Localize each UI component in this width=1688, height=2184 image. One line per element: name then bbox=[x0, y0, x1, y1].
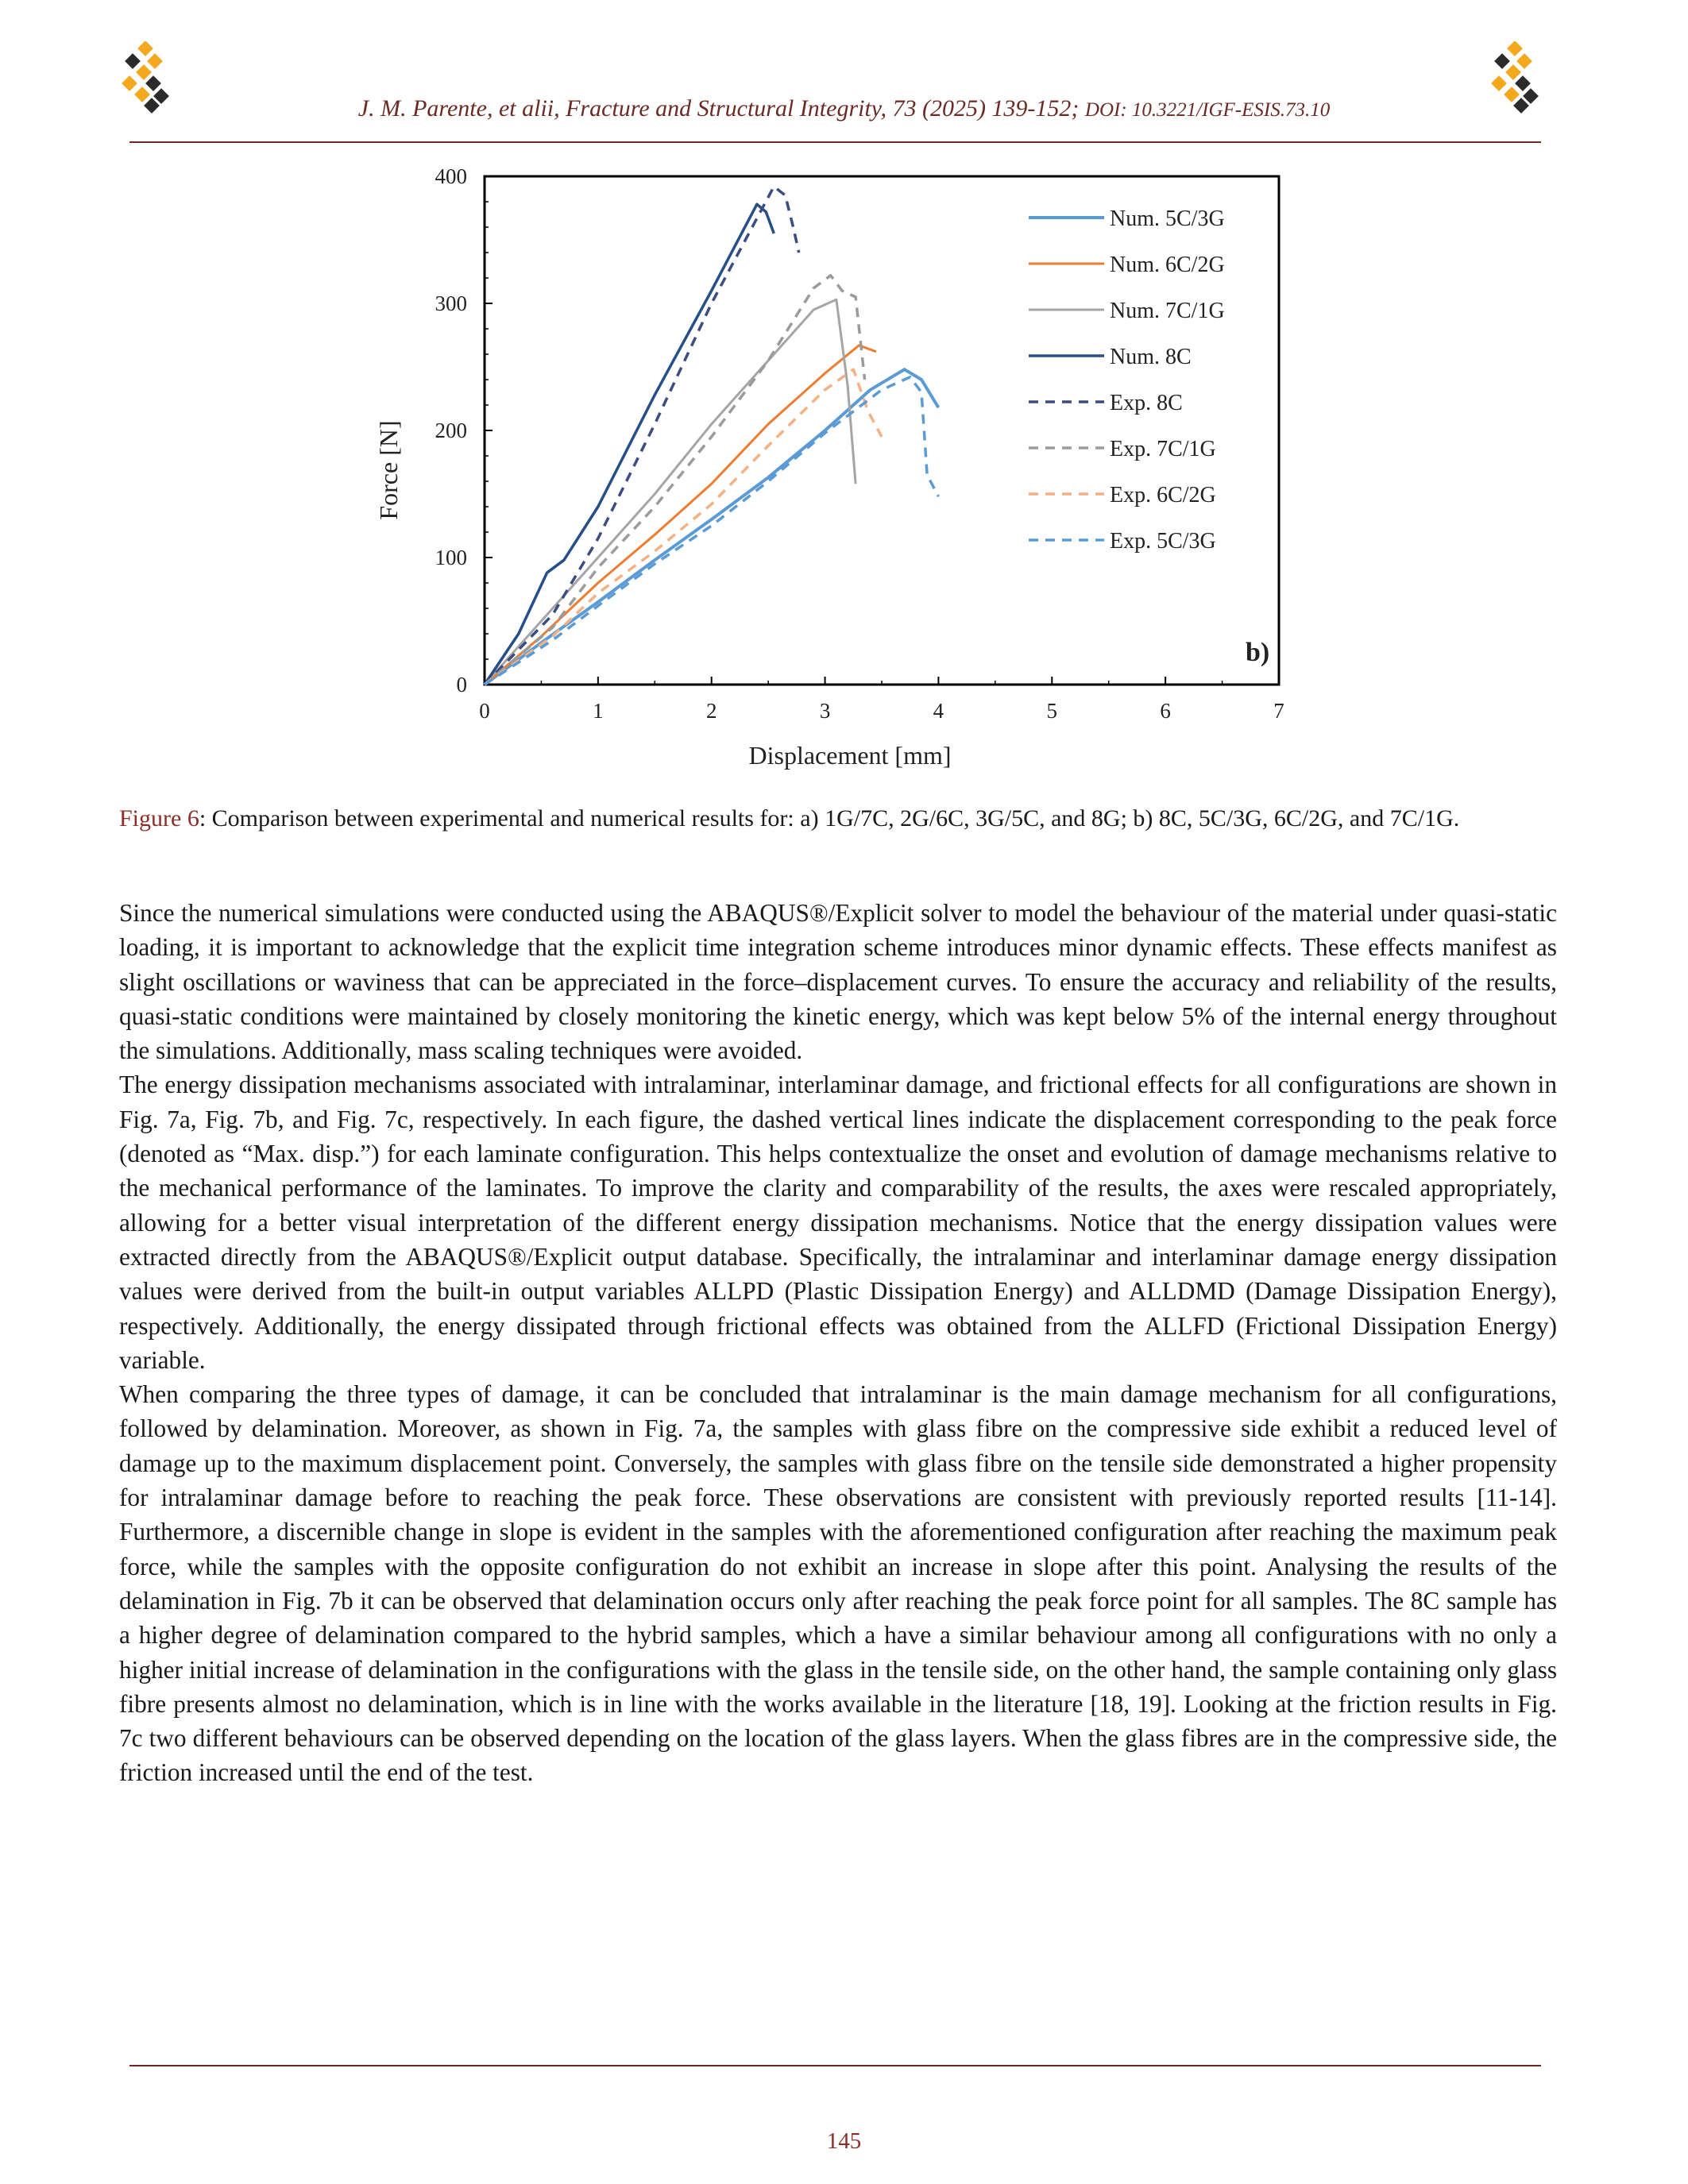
paragraph: When comparing the three types of damage, it can be concluded that intralaminar is the main damage mechanism for all configurations, followed by delamination. Moreover, as shown in Fig. 7a, the samples with glass fibre on the compressive side exhibit a reduced level of damage up to the maximum displacement point. Conversely, the samples with glass fibre on the tensile side demonstrated a higher propensity for intralaminar damage before to reaching the peak force. These observations are consistent with previously reported results [11-14]. Furthermore, a discernible change in slope is evident in the samples with the aforementioned configuration after reaching the maximum peak force, while the samples with the opposite configuration do not exhibit an increase in slope after this point. Analysing the results of the delamination in Fig. 7b it can be observed that delamination occurs only after reaching the peak force point for all samples. The 8C sample has a higher degree of delamination compared to the hybrid samples, which a have a similar behaviour among all configurations with no only a higher initial increase of delamination in the configurations with the glass in the tensile side, on the other hand, the sample containing only glass fibre presents almost no delamination, which is in line with the works available in the literature [18, 19]. Looking at the friction results in Fig. 7c two different behaviours can be observed depending on the location of the glass layers. When the glass fibres are in the compressive side, the friction increased until the end of the test. bbox=[119, 1380, 1557, 1787]
legend-label: Num. 8C bbox=[1110, 345, 1192, 369]
x-tick-label: 5 bbox=[1046, 699, 1058, 723]
legend-label: Num. 7C/1G bbox=[1110, 299, 1225, 323]
header-rule bbox=[129, 141, 1541, 143]
x-axis-label: Displacement [mm] bbox=[748, 741, 952, 770]
figure-caption bbox=[119, 804, 1557, 833]
y-axis-label: Force [N] bbox=[374, 420, 403, 520]
x-tick-label: 0 bbox=[479, 699, 490, 723]
header-citation: J. M. Parente, et alii, Fracture and Structural Integrity, 73 (2025) 139-152; bbox=[357, 95, 1080, 122]
panel-label: b) bbox=[1246, 638, 1270, 667]
caption-text: : Comparison between experimental and numerical results for: a) 1G/7C, 2G/6C, 3G/5C, and 8G; b) 8C, 5C/3G, 6C/2G, and 7C/1G. bbox=[199, 805, 1460, 832]
footer-rule bbox=[129, 2065, 1541, 2066]
x-tick-label: 6 bbox=[1160, 699, 1171, 723]
y-tick-label: 400 bbox=[435, 164, 467, 188]
page-number: 145 bbox=[826, 2128, 862, 2154]
running-header bbox=[0, 95, 1688, 122]
legend-label: Num. 6C/2G bbox=[1110, 253, 1225, 277]
paragraph: The energy dissipation mechanisms associated with intralaminar, interlaminar damage, and frictional effects for all configurations are shown in Fig. 7a, Fig. 7b, and Fig. 7c, respectively. In each figure, the dashed vertical lines indicate the displacement corresponding to the peak force (denoted as “Max. disp.”) for each laminate configuration. This helps contextualize the onset and evolution of damage mechanisms relative to the mechanical performance of the laminates. To improve the clarity and comparability of the results, the axes were rescaled appropriately, allowing for a better visual interpretation of the different energy dissipation mechanisms. Notice that the energy dissipation values were extracted directly from the ABAQUS®/Explicit output database. Specifically, the intralaminar and interlaminar damage energy dissipation values were derived from the built-in output variables ALLPD (Plastic Dissipation Energy) and ALLDMD (Damage Dissipation Energy), respectively. Additionally, the energy dissipated through frictional effects was obtained from the ALLFD (Frictional Dissipation Energy) variable. bbox=[119, 1071, 1557, 1374]
legend-label: Exp. 6C/2G bbox=[1110, 483, 1216, 507]
series-exp-6c-2g-line bbox=[485, 369, 882, 685]
x-tick-label: 7 bbox=[1273, 699, 1284, 723]
body-text bbox=[119, 896, 1557, 1790]
x-tick-label: 1 bbox=[593, 699, 604, 723]
x-tick-label: 2 bbox=[705, 699, 717, 723]
legend-label: Exp. 8C bbox=[1110, 391, 1183, 415]
series-num-7c-1g-line bbox=[485, 299, 856, 685]
y-tick-label: 300 bbox=[435, 291, 467, 315]
legend-label: Exp. 7C/1G bbox=[1110, 437, 1216, 461]
force-displacement-chart bbox=[365, 159, 1319, 786]
figure-label: Figure 6 bbox=[119, 805, 199, 832]
header-doi: DOI: 10.3221/IGF-ESIS.73.10 bbox=[1084, 99, 1331, 121]
series-num-8c-line bbox=[485, 204, 774, 685]
x-tick-label: 4 bbox=[933, 699, 944, 723]
y-tick-label: 0 bbox=[456, 673, 467, 696]
series-exp-8c-line bbox=[485, 187, 799, 685]
series-exp-7c-1g-line bbox=[485, 276, 865, 685]
paragraph: Since the numerical simulations were conducted using the ABAQUS®/Explicit solver to model the behaviour of the material under quasi-static loading, it is important to acknowledge that the explicit time integration scheme introduces minor dynamic effects. These effects manifest as slight oscillations or waviness that can be appreciated in the force–displacement curves. To ensure the accuracy and reliability of the results, quasi-static conditions were maintained by closely monitoring the kinetic energy, which was kept below 5% of the internal energy throughout the simulations. Additionally, mass scaling techniques were avoided. bbox=[119, 899, 1557, 1065]
x-tick-label: 3 bbox=[819, 699, 831, 723]
legend-label: Num. 5C/3G bbox=[1110, 206, 1225, 231]
y-tick-label: 200 bbox=[435, 419, 467, 442]
legend-label: Exp. 5C/3G bbox=[1110, 529, 1216, 554]
y-tick-label: 100 bbox=[435, 546, 467, 569]
